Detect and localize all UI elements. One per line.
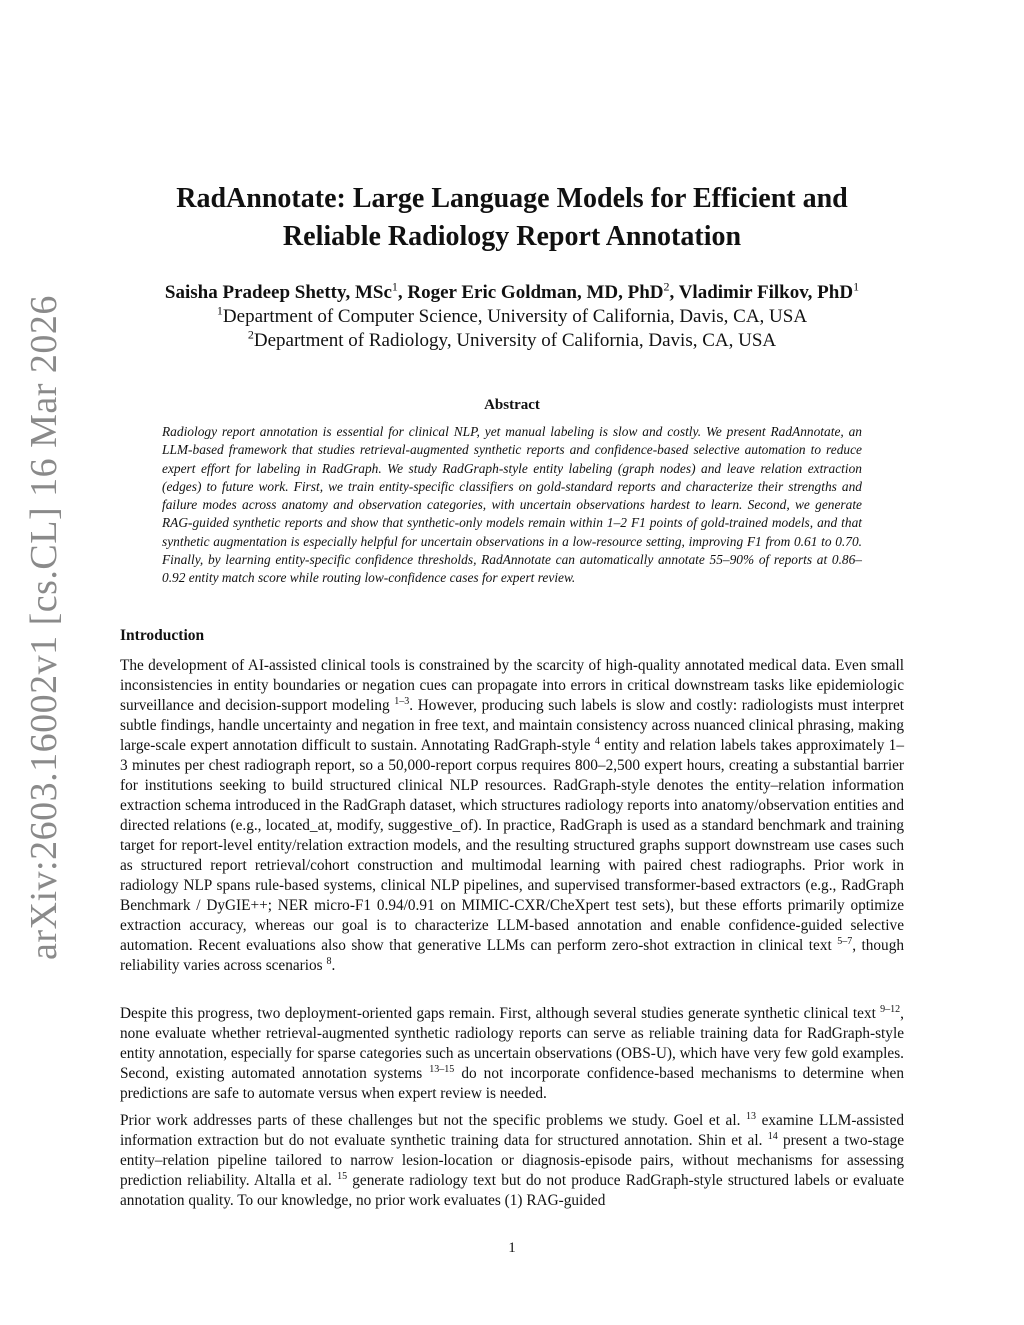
citation-reference: 5–7 [837, 935, 853, 947]
citation-reference: 8 [326, 955, 332, 967]
citation-reference: 9–12 [880, 1003, 901, 1015]
introduction-paragraph-1: The development of AI-assisted clinical tools is constrained by the scarcity of high-quality annotated medical data. Even small inconsistencies in entity boundaries or negation cues can propagate into errors in critical downstream tasks like epidemiologic surveillance and decision-support modeling $^{1-3}$. However, producing such labels is slow and costly: radiologists must interpret subtle findings, handle uncertainty and negation in free text, and maintain consistency across nuanced clinical phrasing, making large-scale expert annotation difficult to sustain. Annotating RadGraph-style $^4$ entity and relation labels takes approximately 1–3 minutes per chest radiograph report, so a 50,000-report corpus requires 800–2,500 expert hours, creating a substantial barrier for institutions seeking to build structured clinical NLP resources. RadGraph-style denotes the entity–relation information extraction schema introduced in the RadGraph dataset, which structures radiology reports into anatomy/observation entities and directed relations (e.g., located_at, modify, suggestive_of). In practice, RadGraph is used as a standard benchmark and training target for report-level entity/relation extraction models, and the resulting structured graphs support downstream use cases such as structured report retrieval/cohort construction and multimodal learning with paired chest radiographs. Prior work in radiology NLP spans rule-based systems, clinical NLP pipelines, and supervised transformer-based extractors (e.g., RadGraph Benchmark / DyGIE++; NER micro-F1 0.94/0.91 on MIMIC-CXR/CheXpert test sets), but these efforts primarily optimize extraction accuracy, whereas our goal is to characterize LLM-based annotation and enable confidence-guided selective automation. Recent evaluations also show that generative LLMs can perform zero-shot extraction in clinical text $^{5-7}$, though reliability varies across scenarios $^8$. [120, 657, 904, 974]
paper-title [120, 180, 904, 256]
abstract-heading: Abstract [484, 397, 540, 413]
citation-reference: 15 [337, 1170, 348, 1182]
citation-reference: 4 [594, 735, 600, 747]
affiliation-2: $^2$Department of Radiology, University of California, Davis, CA, USA [247, 327, 777, 351]
citation-reference: 14 [767, 1130, 778, 1142]
affiliation-1: $^1$Department of Computer Science, University of California, Davis, CA, USA [216, 303, 808, 327]
citation-reference: 13 [746, 1110, 757, 1122]
author-1: Saisha Pradeep Shetty, MSc$^1$, [164, 279, 408, 303]
page-number: 1 [508, 1240, 516, 1256]
introduction-paragraph-2: Despite this progress, two deployment-oriented gaps remain. First, although several studies generate synthetic clinical text $^{9-12}$, none evaluate whether retrieval-augmented synthetic radiology reports can serve as reliable training data for RadGraph-style entity annotation, especially for sparse categories such as uncertain observations (OBS-U), which have very few gold examples. Second, existing automated annotation systems $^{13-15}$ do not incorporate confidence-based mechanisms to determine when predictions are safe to automate versus when expert review is needed. [120, 1003, 904, 1102]
author-3: Vladimir Filkov, PhD$^1$ [678, 279, 860, 303]
title-line-2: Reliable Radiology Report Annotation [282, 221, 742, 252]
introduction-heading: Introduction [120, 627, 205, 644]
citation-reference: 1–3 [394, 695, 410, 707]
title-line-1: RadAnnotate: Large Language Models for Efficient and [176, 183, 848, 214]
citation-reference: 13–15 [429, 1063, 455, 1075]
author-2: Roger Eric Goldman, MD, PhD$^2$, [407, 279, 679, 303]
introduction-paragraph-3: Prior work addresses parts of these challenges but not the specific problems we study. Goel et al. $^{13}$ examine LLM-assisted information extraction but do not evaluate synthetic training data for structured annotation. Shin et al. $^{14}$ present a two-stage entity–relation pipeline tailored to narrow lesion-location or diagnosis-episode pairs, without mechanisms for assessing prediction reliability. Altalla et al. $^{15}$ generate radiology text but do not produce RadGraph-style structured labels or evaluate annotation quality. To our knowledge, no prior work evaluates (1) RAG-guided [120, 1110, 905, 1209]
author-list [110, 281, 914, 305]
arxiv-identifier-stamp: arXiv:2603.16002v1 [cs.CL] 16 Mar 2026 [23, 295, 65, 960]
abstract-text: Radiology report annotation is essential for clinical NLP, yet manual labeling is slow and costly. We present RadAnnotate, an LLM-based framework that studies retrieval-augmented synthetic reports and confidence-based selective automation to reduce expert effort for labeling in RadGraph. We study RadGraph-style entity labeling (graph nodes) and leave relation extraction (edges) to future work. First, we train entity-specific classifiers on gold-standard reports and characterize their strengths and failure modes across anatomy and observation categories, with uncertain observations hardest to learn. Second, we generate RAG-guided synthetic reports and show that synthetic-only models remain within 1–2 F1 points of gold-trained models, and that synthetic augmentation is especially helpful for uncertain observations in a low-resource setting, improving F1 from 0.61 to 0.70. Finally, by learning entity-specific confidence thresholds, RadAnnotate can automatically annotate 55–90% of reports at 0.86–0.92 entity match score while routing low-confidence cases for expert review. [162, 424, 862, 586]
